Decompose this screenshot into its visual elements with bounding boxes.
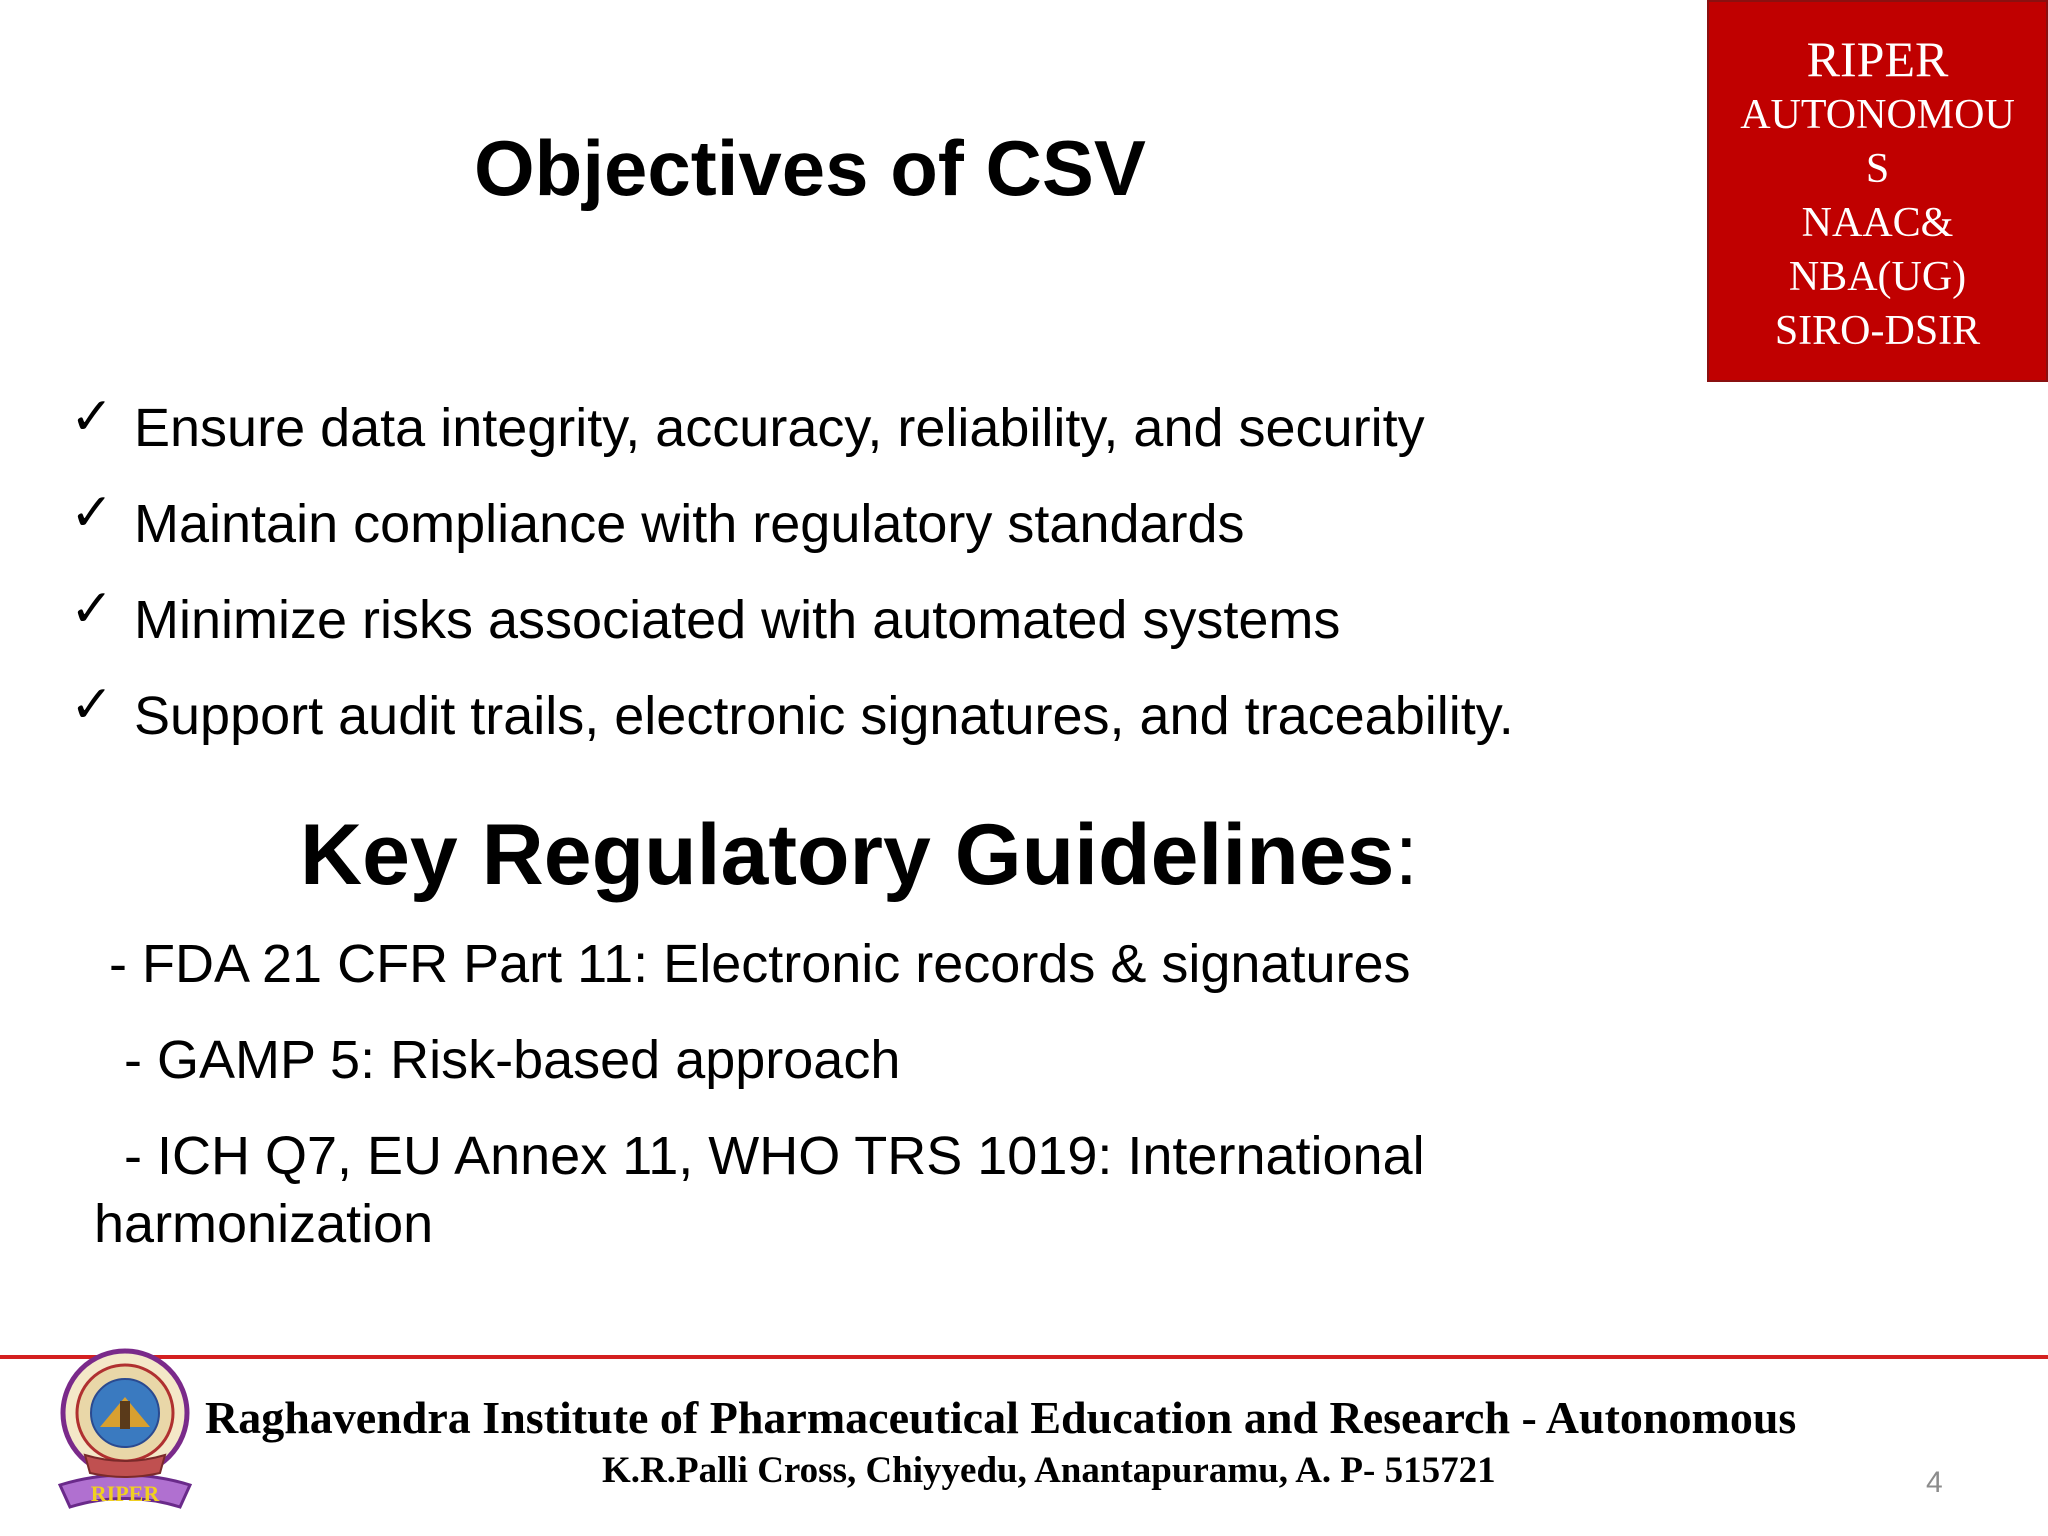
institute-logo <box>40 1335 210 1530</box>
objectives-list <box>70 380 1514 764</box>
accreditation-badge <box>1707 0 2048 382</box>
slide-title: Objectives of CSV <box>474 124 1146 212</box>
objective-text: Support audit trails, electronic signatures, and traceability. <box>134 686 1514 746</box>
checkmark-icon: ✓ <box>70 387 114 447</box>
checkmark-icon: ✓ <box>70 579 114 639</box>
objective-item <box>70 572 1514 668</box>
objective-text: Minimize risks associated with automated systems <box>134 590 1341 650</box>
badge-line: AUTONOMOU <box>1740 92 2015 138</box>
checkmark-icon: ✓ <box>70 483 114 543</box>
badge-line: NAAC& <box>1801 200 1954 246</box>
guideline-item: - FDA 21 CFR Part 11: Electronic records & signatures <box>94 934 1411 994</box>
guidelines-heading-text: Key Regulatory Guidelines <box>300 807 1395 903</box>
checkmark-icon: ✓ <box>70 675 114 735</box>
objective-text: Maintain compliance with regulatory standards <box>134 494 1245 554</box>
guideline-item: - ICH Q7, EU Annex 11, WHO TRS 1019: International harmonization <box>94 1126 1440 1254</box>
badge-line: SIRO-DSIR <box>1774 308 1981 354</box>
guidelines-heading <box>300 800 1418 910</box>
badge-line: NBA(UG) <box>1788 254 1967 300</box>
badge-title: RIPER <box>1806 31 1949 87</box>
footer-institute-name: Raghavendra Institute of Pharmaceutical Education and Research - Autonomous <box>205 1392 1797 1443</box>
objective-item <box>70 476 1514 572</box>
page-number: 4 <box>1926 1466 1943 1499</box>
guideline-item: - GAMP 5: Risk-based approach <box>94 1030 901 1090</box>
objective-text: Ensure data integrity, accuracy, reliability, and security <box>134 398 1425 458</box>
guidelines-heading-colon: : <box>1394 807 1419 903</box>
guidelines-list <box>70 930 1570 1286</box>
objective-item <box>70 380 1514 476</box>
footer-address: K.R.Palli Cross, Chiyyedu, Anantapuramu, A. P- 515721 <box>602 1450 1496 1491</box>
objective-item <box>70 668 1514 764</box>
footer-divider <box>0 1355 2048 1359</box>
badge-line: S <box>1865 146 1890 192</box>
logo-ribbon-text: RIPER <box>90 1481 160 1506</box>
